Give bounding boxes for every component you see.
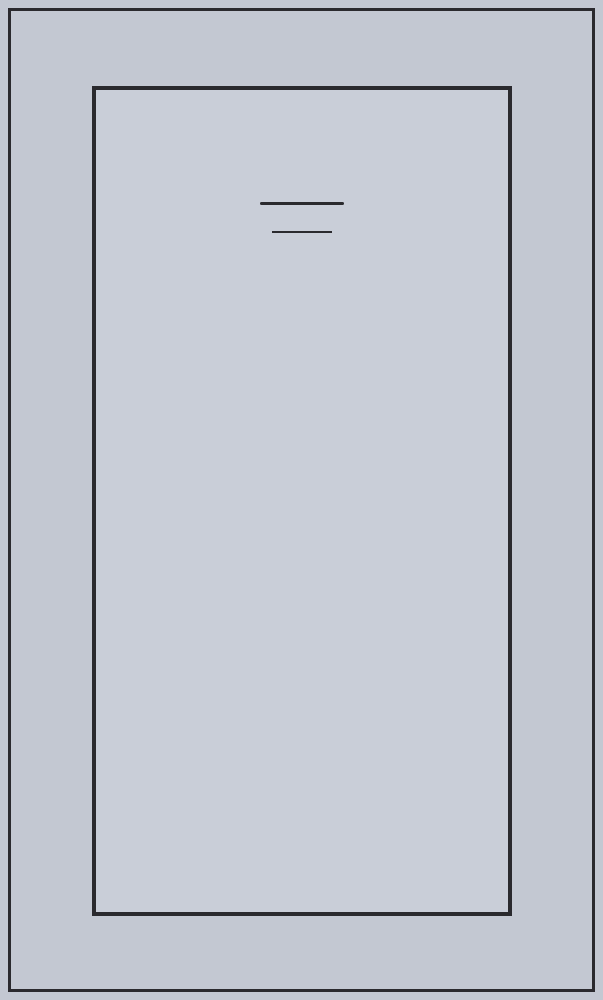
top-ornament-band [14, 12, 589, 84]
right-ornament-band [516, 86, 590, 916]
left-ornament-band [14, 86, 88, 916]
title-text-block [98, 180, 506, 233]
divider-rule-bottom [272, 231, 332, 233]
divider-rule [260, 202, 344, 205]
bottom-ornament-band [14, 918, 589, 990]
